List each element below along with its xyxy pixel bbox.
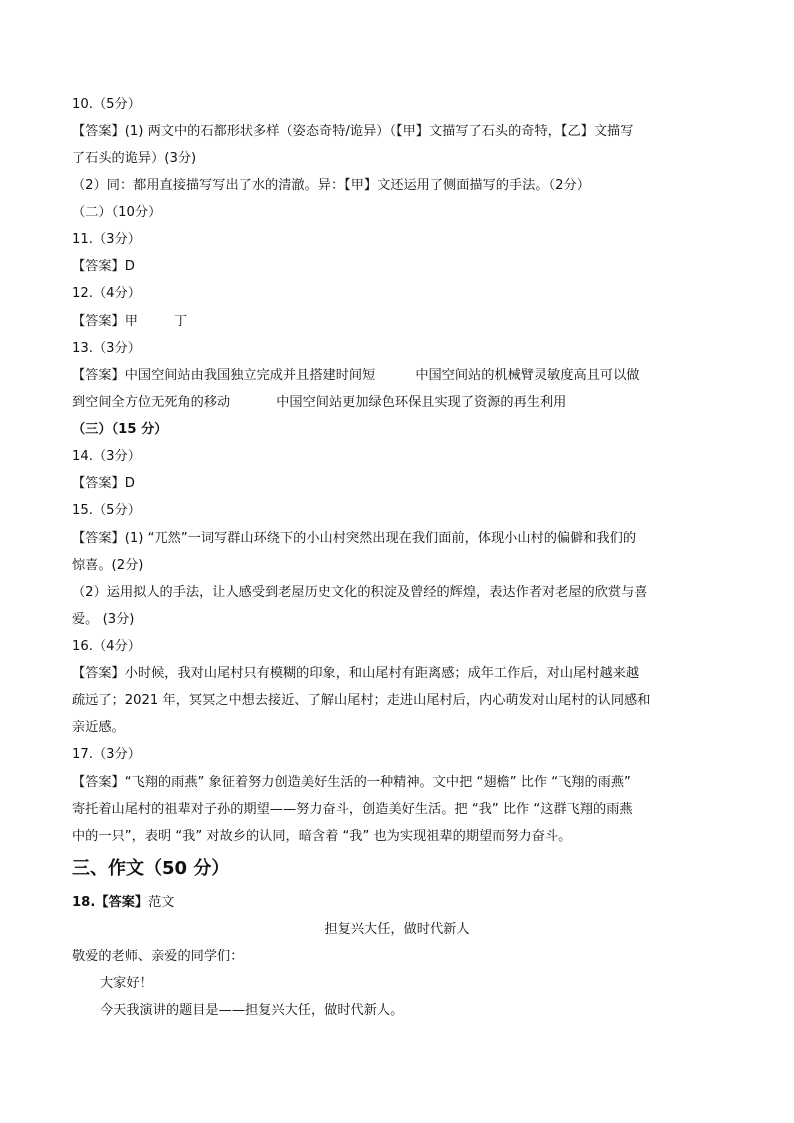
- q16-answer-line-2: 疏远了；2021 年，冥冥之中想去接近、了解山尾村；走进山尾村后，内心萌发对山尾村的认同感和: [72, 693, 651, 708]
- essay-title: 担复兴大任，做时代新人: [324, 922, 470, 937]
- q10-part2: （2）同：都用直接描写写出了水的清澈。异：【甲】文还运用了侧面描写的手法。（2分）: [72, 178, 590, 193]
- q17-header: 17.（3分）: [72, 747, 141, 762]
- q12-header: 12.（4分）: [72, 286, 141, 301]
- q13-answer-1b: 中国空间站的机械臂灵敏度高且可以做: [415, 368, 640, 383]
- q17-answer-line-1: 【答案】“飞翔的雨燕” 象征着努力创造美好生活的一种精神。文中把 “翅檐” 比作 “飞翔的雨燕”: [72, 775, 631, 790]
- essay-section-header: 三、作文（50 分）: [72, 858, 230, 879]
- q11-answer: 【答案】D: [72, 259, 135, 274]
- q16-answer-line-1: 【答案】小时候，我对山尾村只有模糊的印象，和山尾村有距离感；成年工作后，对山尾村越来越: [72, 666, 640, 681]
- q17-answer-line-3: 中的一只”，表明 “我” 对故乡的认同，暗含着 “我” 也为实现祖辈的期望而努力奋斗。: [72, 829, 572, 844]
- q11-header: 11.（3分）: [72, 232, 141, 247]
- q17-answer-line-2: 寄托着山尾村的祖辈对子孙的期望——努力奋斗，创造美好生活。把 “我” 比作 “这群飞翔的雨燕: [72, 802, 633, 817]
- q12-answer: [72, 312, 732, 332]
- q10-answer-line-1: 【答案】(1) 两文中的石都形状多样（姿态奇特/诡异）（【甲】文描写了石头的奇特，【乙】文描写: [72, 124, 634, 139]
- q15-answer-line-1: 【答案】(1) “兀然”一词写群山环绕下的小山村突然出现在我们面前，体现小山村的偏僻和我们的: [72, 531, 637, 546]
- q12-answer-a: 【答案】甲: [72, 314, 138, 329]
- section-2-header: （二）（10分）: [72, 205, 162, 220]
- section-3-header: （三）（15 分）: [72, 422, 168, 437]
- q14-header: 14.（3分）: [72, 449, 141, 464]
- essay-greeting: 敬爱的老师、亲爱的同学们：: [72, 949, 244, 964]
- q13-answer-line-1: [72, 366, 732, 386]
- q16-answer-line-3: 亲近感。: [72, 720, 125, 735]
- q15-part2-line-1: （2）运用拟人的手法，让人感受到老屋历史文化的积淀及曾经的辉煌，表达作者对老屋的欣赏与喜: [72, 585, 648, 600]
- q18-answer-tag: 【答案】: [95, 895, 149, 910]
- q10-header: 10.（5分）: [72, 97, 141, 112]
- q15-answer-line-2: 惊喜。(2分): [72, 558, 144, 573]
- q13-header: 13.（3分）: [72, 341, 141, 356]
- q13-answer-1a: 【答案】中国空间站由我国独立完成并且搭建时间短: [72, 368, 376, 383]
- q18-answer: [72, 893, 732, 913]
- q15-header: 15.（5分）: [72, 503, 141, 518]
- q12-answer-b: 丁: [173, 314, 188, 329]
- q10-answer-line-2: 了石头的诡异）(3分): [72, 151, 197, 166]
- q15-part2-line-2: 爱。 (3分): [72, 612, 135, 627]
- q13-answer-2b: 中国空间站更加绿色环保且实现了资源的再生利用: [276, 395, 567, 410]
- q16-header: 16.（4分）: [72, 639, 141, 654]
- q18-number: 18.: [72, 895, 96, 910]
- essay-hello: 大家好！: [100, 976, 153, 991]
- essay-intro: 今天我演讲的题目是——担复兴大任，做时代新人。: [100, 1003, 404, 1018]
- q18-answer-text: 范文: [148, 895, 175, 910]
- q13-answer-line-2: [72, 393, 732, 413]
- q13-answer-2a: 到空间全方位无死角的移动: [72, 395, 231, 410]
- q14-answer: 【答案】D: [72, 476, 135, 491]
